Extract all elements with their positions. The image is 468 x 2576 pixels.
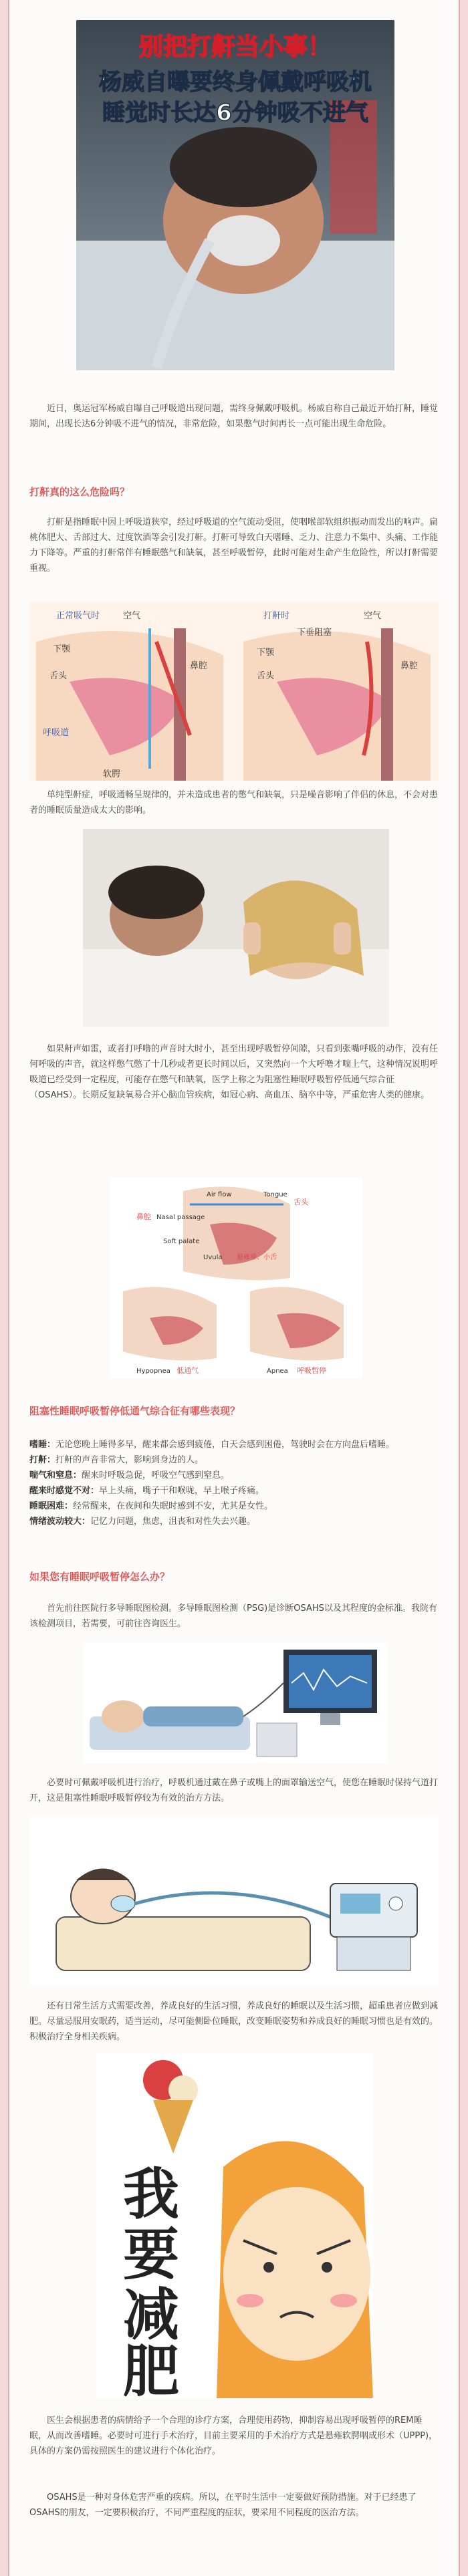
section-heading-osahs: 阻塞性睡眠呼吸暂停低通气综合征有哪些表现？ xyxy=(29,1405,241,1417)
diagram-snore-label: 打鼾时 xyxy=(263,611,290,621)
hero-photo-svg xyxy=(76,20,394,370)
couple-photo xyxy=(83,829,389,1027)
symptom-item: 醒来时感觉不对：早上头痛，嘴子干和喉咙，早上喉子疼痛。 xyxy=(29,1486,265,1496)
snore-paragraph-3: 如果鼾声如雷，或者打呼噜的声音时大时小，甚至出现呼吸暂停间隙，只看到张嘴呼吸的动作，没有任何呼吸的声音，就这样憋气憋了十几秒或者更长时间以后，又突然向一个大呼噜才喘上气，这种情况说明呼吸道已经受到一定程度，可能存在憋气和缺氧，医学上称之为阻塞性睡眠呼吸暂停低通气综合征（OSAHS）。长期反复缺氧易合并心脑血管疾病，如冠心病、高血压、脑卒中等，严重危害人类的健康。 xyxy=(29,1044,439,1100)
airway-diagram xyxy=(29,602,439,781)
snore-paragraph-1: 打鼾是指睡眠中因上呼吸道狭窄，经过呼吸道的空气流动受阻，使咽喉部软组织振动而发出的响声。扁桃体肥大、舌部过大、过度饮酒等会引发打鼾。打鼾可导致白天嗜睡、乏力、注意力不集中、头痛、工作能力下降等。严重的打鼾常伴有睡眠憋气和缺氧，甚至呼吸暂停，此时可能对生命产生危险性，所以打鼾需要重视。 xyxy=(29,517,439,573)
diet-char-1: 我 xyxy=(123,2162,180,2227)
hero-title-line1: 别把打鼾当小事！ xyxy=(138,33,332,61)
section-heading-snore: 打鼾真的这么危险吗？ xyxy=(29,486,130,498)
apnea-hypopnea-cn: 低通气 xyxy=(177,1366,199,1375)
apnea-nasal-en: Nasal passage xyxy=(156,1214,205,1221)
diet-cartoon xyxy=(96,2053,373,2398)
treatment-paragraph-4: 医生会根据患者的病情给予一个合理的诊疗方案，合理使用药物，抑制容易出现呼吸暂停的REM睡眠，从而改善嗜睡。必要时可进行手术治疗，目前主要采用的手术治疗方式是悬雍软腭咽成形术（UPPP)，具体的方案仍需按照医生的建议进行个体化治疗。 xyxy=(29,2416,438,2456)
symptom-item: 喘气和窒息：醒来时呼吸急促，呼吸空气感到窒息。 xyxy=(29,1470,230,1480)
section-heading-treatment: 如果您有睡眠呼吸暂停怎么办？ xyxy=(29,1571,170,1583)
article-frame xyxy=(8,0,460,2576)
symptom-item: 嗜睡：无论您晚上睡得多早，醒来都会感到疲倦，白天会感到困倦，驾驶时会在方向盘后嗜睡。 xyxy=(29,1440,395,1450)
hero-title-line3: 睡觉时长达6分钟吸不进气 xyxy=(102,100,368,126)
apnea-hypopnea-en: Hypopnea xyxy=(136,1368,170,1375)
symptom-item: 打鼾：打鼾的声音非常大，影响到身边的人。 xyxy=(29,1455,204,1465)
diagram-uvula-label-right: 下颚 xyxy=(257,648,275,658)
diagram-palate-label: 软腭 xyxy=(103,769,121,779)
apnea-tongue-en: Tongue xyxy=(263,1191,287,1198)
apnea-apnea-en: Apnea xyxy=(267,1368,288,1375)
diagram-airway-label: 呼吸道 xyxy=(43,728,70,738)
psg-illustration xyxy=(83,1643,388,1763)
apnea-palate-en: Soft palate xyxy=(163,1238,200,1245)
diagram-tongue-label-left: 舌头 xyxy=(49,671,68,681)
hero-title-line2: 杨威自曝要终身佩戴呼吸机 xyxy=(99,69,372,96)
diagram-air-label-left: 空气 xyxy=(123,611,141,621)
diagram-nasal-label-right: 鼻腔 xyxy=(400,661,419,671)
diagram-block-label: 下垂阻塞 xyxy=(297,628,332,638)
treatment-paragraph-5: OSAHS是一种对身体危害严重的疾病。所以，在平时生活中一定要做好预防措施。对于已经患了OSAHS的朋友，一定要积极治疗，不同严重程度的症状，要采用不同程度的医治方法。 xyxy=(29,2492,417,2518)
diet-char-2: 要 xyxy=(123,2222,180,2287)
treatment-paragraph-2: 必要时可佩戴呼吸机进行治疗，呼吸机通过戴在鼻子或嘴上的面罩输送空气，使您在睡眠时保持气道打开，这是阻塞性睡眠呼吸暂停较为有效的治方方法。 xyxy=(29,1778,439,1803)
snore-paragraph-2: 单纯型鼾症，呼吸通畅呈规律的，并未造成患者的憋气和缺氧，只是噪音影响了伴侣的休息，不会对患者的睡眠质量造成太大的影响。 xyxy=(29,790,439,815)
hero-image xyxy=(76,20,394,370)
intro-paragraph: 近日，奥运冠军杨威自曝自己呼吸道出现问题，需终身佩戴呼吸机。杨威自称自己最近开始打鼾，睡觉期间，出现长达6分钟吸不进气的情况，非常危险，如果憋气时间再长一点可能出现生命危险。 xyxy=(29,404,439,429)
apnea-uvula-en: Uvula xyxy=(203,1254,223,1261)
apnea-narrow-cn: 悬雍垂、小舌 xyxy=(237,1254,277,1261)
cpap-illustration xyxy=(29,1817,439,1985)
diagram-uvula-label-left: 下颚 xyxy=(53,644,71,654)
diagram-nasal-label-left: 鼻腔 xyxy=(190,661,208,671)
apnea-nasal-cn: 鼻腔 xyxy=(136,1212,151,1221)
diagram-tongue-label-right: 舌头 xyxy=(257,671,275,681)
diet-char-3: 减 xyxy=(123,2282,180,2347)
diet-char-4: 肥 xyxy=(123,2339,180,2398)
symptom-item: 情绪波动较大：记忆力问题，焦虑，沮丧和对性失去兴趣。 xyxy=(29,1517,256,1527)
apnea-diagram xyxy=(110,1178,362,1378)
diagram-normal-label: 正常吸气时 xyxy=(56,611,100,621)
apnea-apnea-cn: 呼吸暂停 xyxy=(297,1366,326,1375)
apnea-airflow-en: Air flow xyxy=(207,1191,232,1198)
treatment-paragraph-1: 首先前往医院行多导睡眠图检测。多导睡眠图检测（PSG)是诊断OSAHS以及其程度的金标准。我院有该检测项目，若需要，可前往咨询医生。 xyxy=(29,1603,437,1629)
treatment-paragraph-3: 还有日常生活方式需要改善，养成良好的生活习惯，养成良好的睡眠以及生活习惯，超重患者应做到减肥。尽量忌服用安眠药，适当运动，尽可能侧卧位睡眠，改变睡眠姿势和养成良好的睡眠习惯也是有效的。积极治疗全身相关疾病。 xyxy=(29,2001,439,2042)
symptom-item: 睡眠困难：经常醒来，在夜间和失眠时感到不安，尤其是女性。 xyxy=(29,1501,273,1511)
apnea-tongue-cn: 舌头 xyxy=(294,1198,308,1206)
diagram-air-label-right: 空气 xyxy=(364,611,382,621)
osahs-symptom-list xyxy=(29,1437,439,1529)
